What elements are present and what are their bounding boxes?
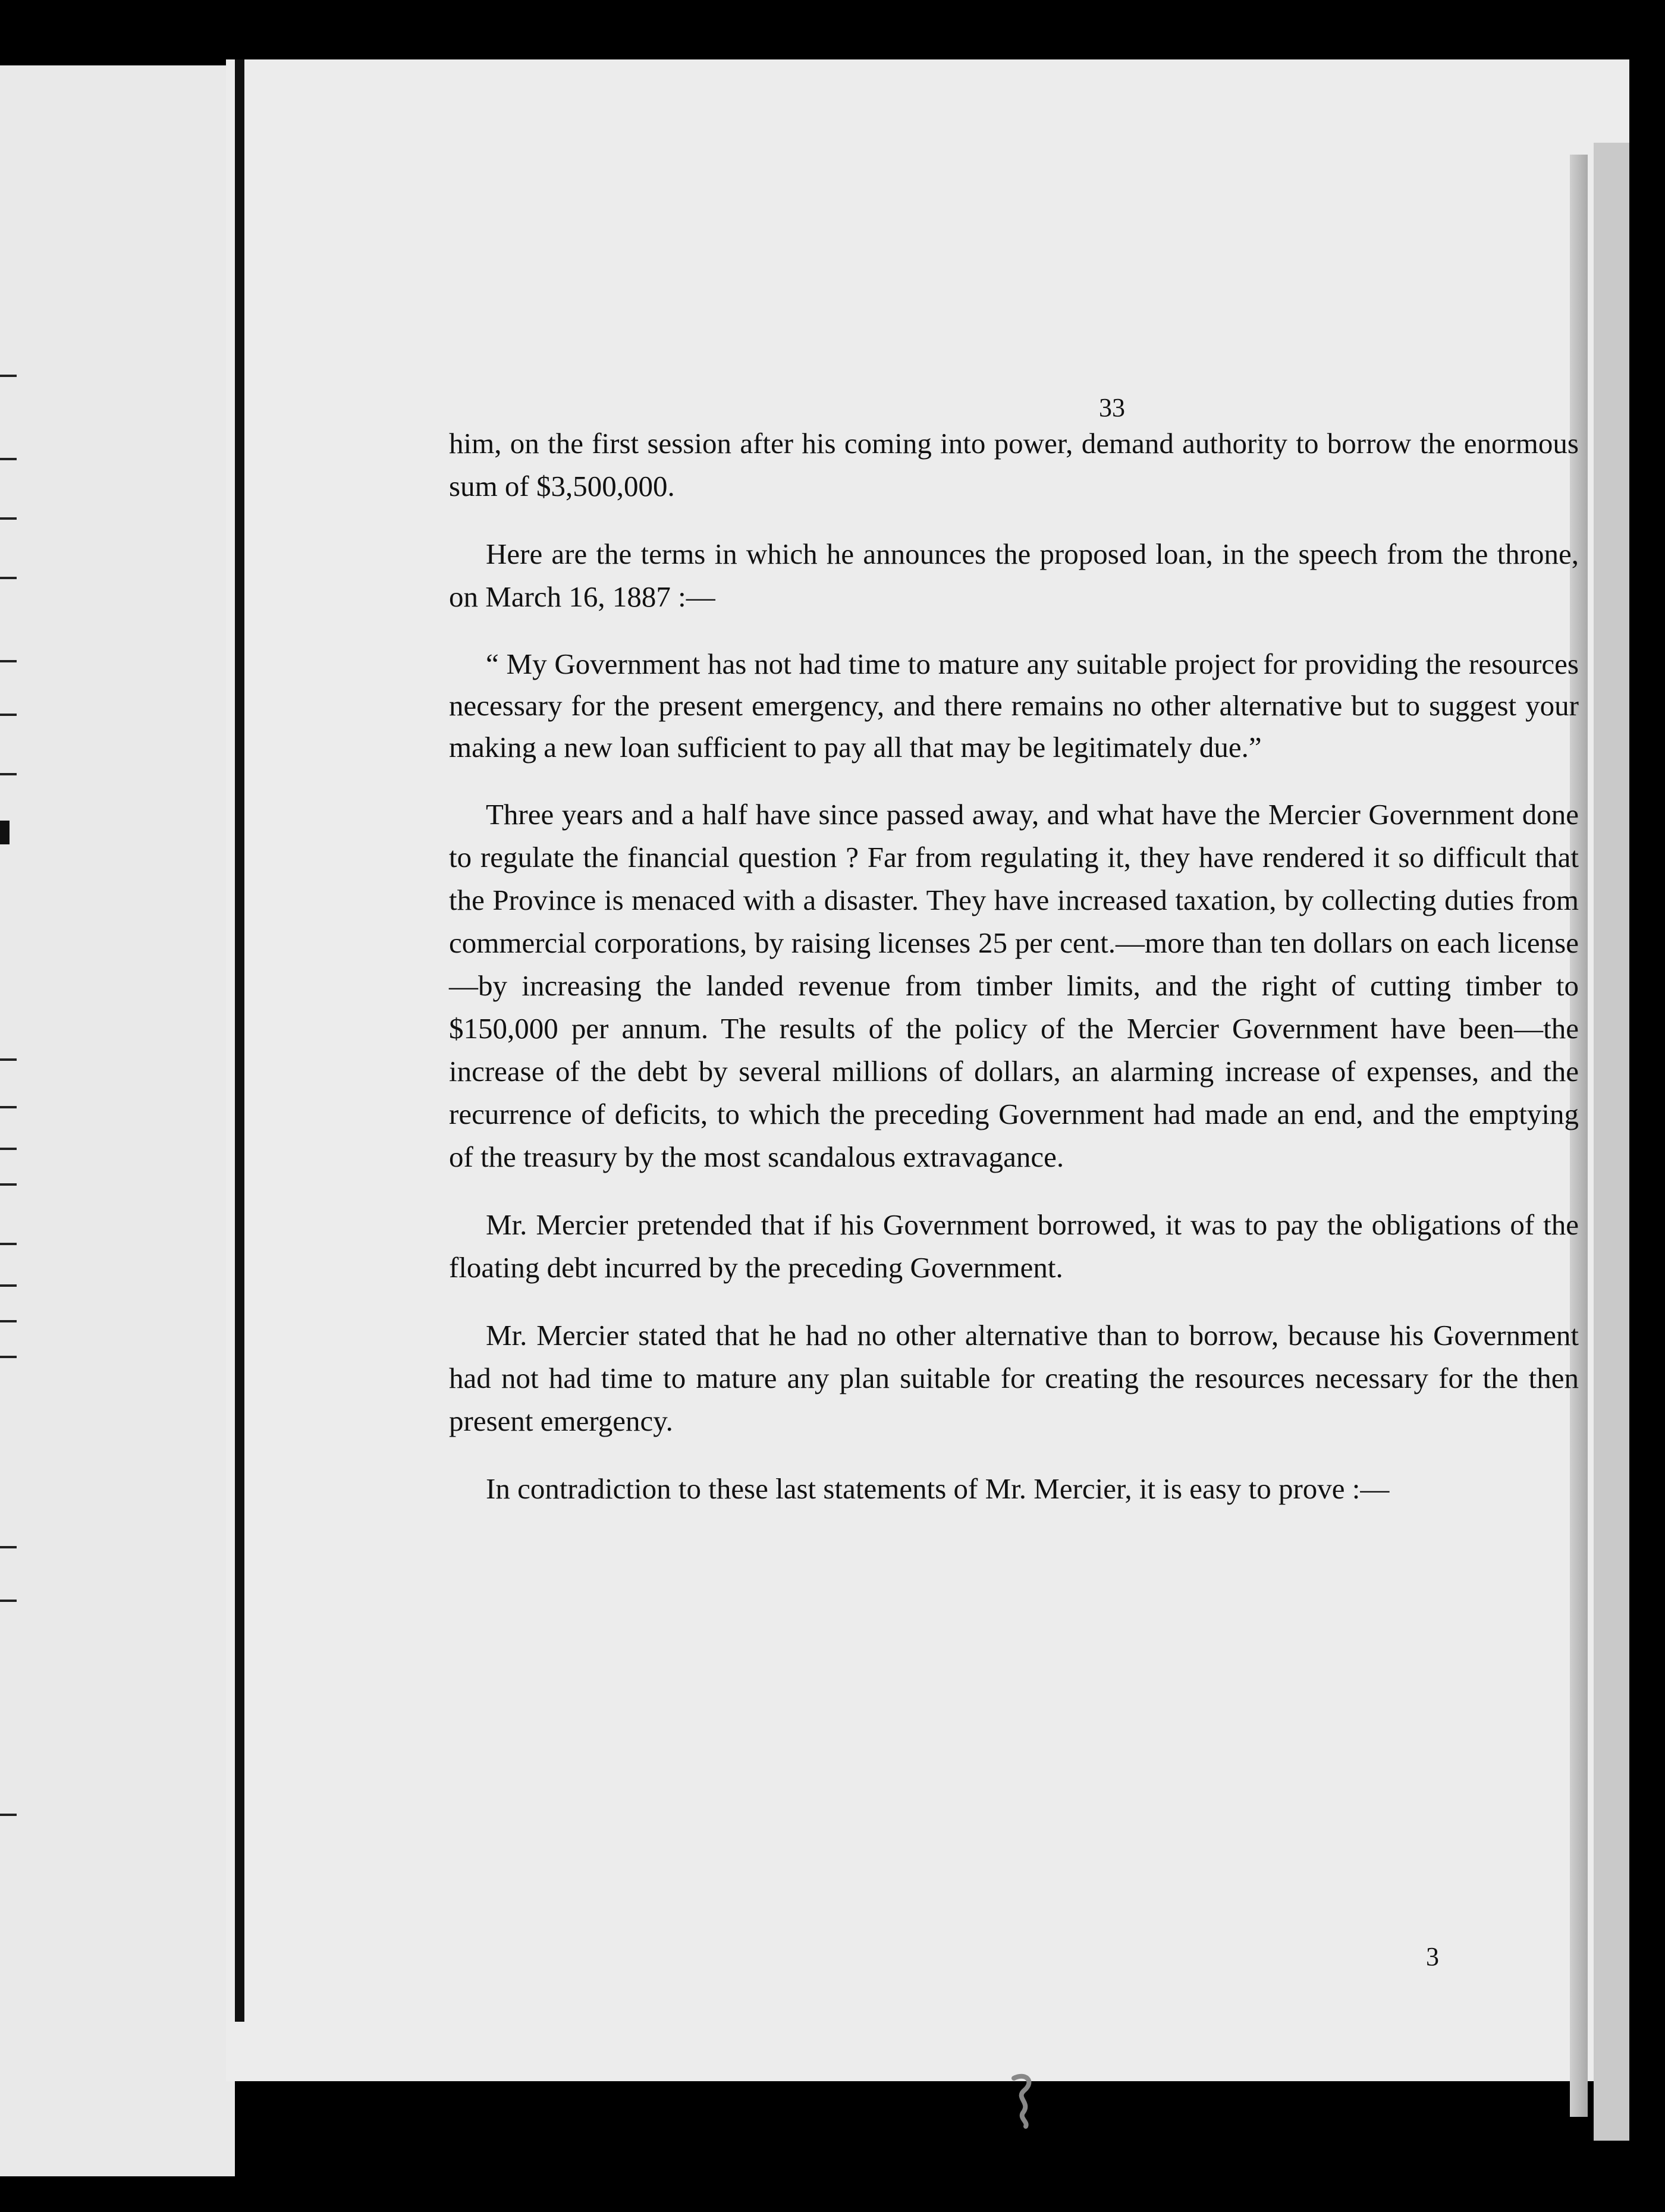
- page-edge: [1594, 143, 1629, 2141]
- quoted-paragraph: “ My Government has not had time to mature any suitable project for providing the resources necessary for the present emergency, and there remains no other alternative but to suggest your making a new loan sufficient to pay all that may be legitimately due.”: [449, 648, 1579, 763]
- left-edge-mark: [0, 714, 17, 716]
- left-edge-mark: [0, 1320, 17, 1322]
- left-edge-mark: [0, 1546, 17, 1548]
- left-edge-mark: [0, 1148, 17, 1150]
- left-edge-mark: [0, 375, 17, 377]
- left-edge-mark: [0, 660, 17, 662]
- page-number: 33: [1099, 393, 1125, 422]
- left-edge-mark: [0, 821, 10, 844]
- paragraph: Mr. Mercier pretended that if his Government borrowed, it was to pay the obligations of the floating debt incurred by the preceding Government.: [449, 1208, 1579, 1284]
- paragraph: him, on the first session after his coming into power, demand authority to borrow the enormous sum of $3,500,000.: [449, 427, 1579, 502]
- paragraph: In contradiction to these last statements of Mr. Mercier, it is easy to prove :—: [486, 1472, 1390, 1505]
- book-gutter: [235, 59, 244, 2022]
- left-edge-mark: [0, 1106, 17, 1108]
- left-edge-mark: [0, 458, 17, 460]
- left-edge-mark: [0, 1600, 17, 1602]
- left-page-edge-marks: [0, 65, 24, 2176]
- left-edge-mark: [0, 1243, 17, 1245]
- left-page: [0, 65, 235, 2176]
- page-text: [449, 422, 1579, 1535]
- left-edge-mark: [0, 1058, 17, 1061]
- left-edge-mark: [0, 1356, 17, 1358]
- paragraph: Mr. Mercier stated that he had no other alternative than to borrow, because his Government had not had time to mature any plan suitable for creating the resources necessary for the then present emergency.: [449, 1319, 1579, 1437]
- left-edge-mark: [0, 1183, 17, 1186]
- paragraph: Three years and a half have since passed away, and what have the Mercier Government done to regulate the financial question ? Far from regulating it, they have rendered it so difficult that the Province is menaced with a disaster. They have increased taxation, by collecting duties from commercial corporations, by raising licenses 25 per cent.—more than ten dollars on each license—by increasing the landed revenue from timber limits, and the right of cutting timber to $150,000 per annum. The results of the policy of the Mercier Government have been—the increase of the debt by several millions of dollars, an alarming increase of expenses, and the recurrence of deficits, to which the preceding Government had made an end, and the emptying of the treasury by the most scandalous extravagance.: [449, 798, 1579, 1173]
- left-edge-mark: [0, 517, 17, 520]
- right-page: [226, 59, 1629, 2081]
- left-edge-mark: [0, 773, 17, 775]
- signature-mark: 3: [1426, 1942, 1439, 1971]
- left-edge-mark: [0, 577, 17, 579]
- left-edge-mark: [0, 1814, 17, 1816]
- paragraph: Here are the terms in which he announces the proposed loan, in the speech from the throne, on March 16, 1887 :—: [449, 538, 1579, 613]
- ink-scribble: [1002, 2069, 1045, 2129]
- left-edge-mark: [0, 1284, 17, 1287]
